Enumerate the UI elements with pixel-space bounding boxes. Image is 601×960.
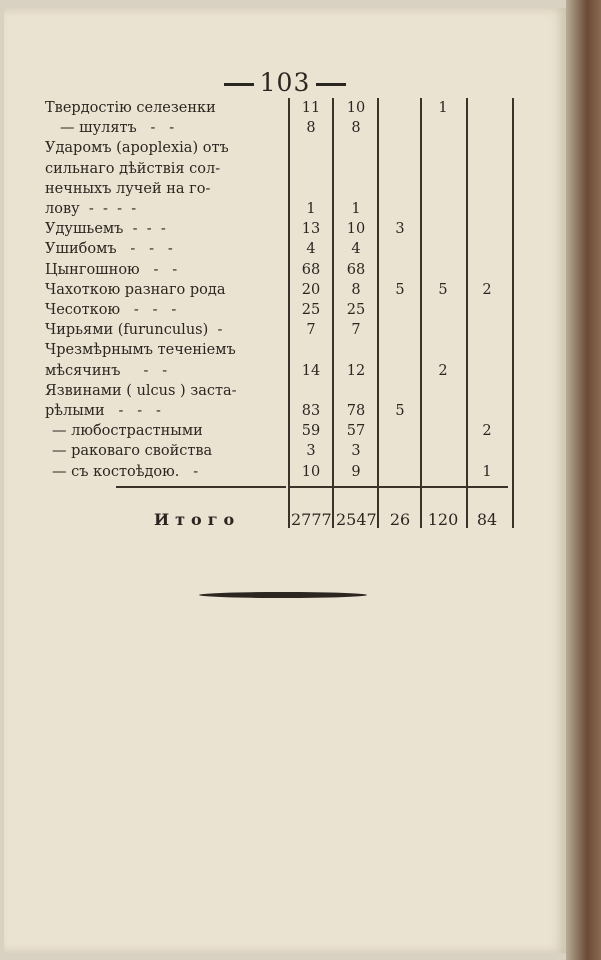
row-cell: 83 bbox=[301, 403, 321, 419]
row-cell: 13 bbox=[301, 221, 321, 238]
row-label: Удушьемъ - - - bbox=[45, 221, 166, 238]
row-label: Чрезмѣрнымъ теченіемъ bbox=[45, 342, 236, 359]
row-cell: 11 bbox=[301, 100, 321, 116]
total-cell: 2547 bbox=[336, 510, 377, 529]
header-dash-left bbox=[224, 83, 254, 86]
row-cell: 1 bbox=[306, 201, 316, 217]
header-dash-right bbox=[316, 83, 346, 86]
row-label: лову - - - - bbox=[45, 201, 137, 217]
total-cell: 2777 bbox=[291, 510, 332, 529]
table-row bbox=[4, 320, 566, 340]
row-label: — любострастными bbox=[52, 423, 203, 440]
row-cell: 10 bbox=[346, 221, 366, 238]
row-cell: 1 bbox=[482, 463, 492, 480]
row-cell: 4 bbox=[351, 241, 361, 258]
row-label: — раковаго свойства bbox=[52, 443, 213, 460]
row-label: — шулятъ - - bbox=[60, 120, 175, 137]
table-row bbox=[4, 239, 566, 259]
row-cell: 68 bbox=[346, 261, 366, 278]
row-label: Ударомъ (apoplexia) отъ bbox=[45, 140, 229, 157]
row-label: Язвинами ( ulcus ) заста- bbox=[45, 382, 237, 399]
table-row bbox=[4, 421, 566, 441]
row-label: Чирьями (furunculus) - bbox=[45, 322, 223, 339]
row-label: Цынгошною - - bbox=[45, 261, 178, 278]
book-spine bbox=[566, 0, 601, 960]
row-cell: 5 bbox=[438, 281, 448, 298]
table-row bbox=[4, 219, 566, 239]
total-label: Итого bbox=[154, 510, 241, 529]
row-label: сильнаго дѣйствія сол- bbox=[45, 160, 221, 177]
table-row bbox=[4, 381, 566, 401]
total-cell: 120 bbox=[427, 510, 459, 529]
table-row bbox=[4, 361, 566, 381]
page-number: 103 bbox=[259, 68, 311, 97]
row-cell: 3 bbox=[306, 443, 316, 460]
row-label: рѣлыми - - - bbox=[45, 403, 161, 419]
total-rule bbox=[290, 486, 508, 488]
row-cell: 25 bbox=[346, 302, 366, 318]
row-cell: 1 bbox=[438, 100, 448, 116]
row-cell: 3 bbox=[351, 443, 361, 460]
row-cell: 2 bbox=[438, 362, 448, 379]
row-cell: 2 bbox=[482, 423, 492, 440]
row-cell: 7 bbox=[351, 322, 361, 339]
row-cell: 57 bbox=[346, 423, 366, 440]
row-cell: 14 bbox=[301, 362, 321, 379]
table-row bbox=[4, 280, 566, 300]
row-cell: 7 bbox=[306, 322, 316, 339]
row-cell: 8 bbox=[351, 120, 361, 137]
row-cell: 8 bbox=[306, 120, 316, 137]
row-label: Твердостію селезенки bbox=[45, 100, 216, 116]
total-row bbox=[4, 508, 566, 532]
row-cell: 8 bbox=[351, 281, 361, 298]
row-label: мѣсячинъ - - bbox=[45, 362, 168, 379]
table-row bbox=[4, 260, 566, 280]
row-cell: 2 bbox=[482, 281, 492, 298]
row-label: Ушибомъ - - - bbox=[45, 241, 173, 258]
table-row bbox=[4, 199, 566, 219]
total-cell: 84 bbox=[476, 510, 498, 529]
row-label: нечныхъ лучей на го- bbox=[45, 180, 211, 197]
row-cell: 10 bbox=[346, 100, 366, 116]
table-row bbox=[4, 300, 566, 320]
row-label: Чесоткою - - - bbox=[45, 302, 177, 318]
total-rule bbox=[116, 486, 286, 488]
table-row bbox=[4, 98, 566, 118]
row-cell: 9 bbox=[351, 463, 361, 480]
row-cell: 1 bbox=[351, 201, 361, 217]
table-row bbox=[4, 118, 566, 138]
table-row bbox=[4, 138, 566, 158]
row-cell: 20 bbox=[301, 281, 321, 298]
row-cell: 5 bbox=[395, 403, 405, 419]
row-label: — съ костоѣдою. - bbox=[52, 463, 199, 480]
table-row bbox=[4, 179, 566, 199]
table-row bbox=[4, 462, 566, 482]
row-cell: 12 bbox=[346, 362, 366, 379]
closing-rule bbox=[199, 592, 367, 598]
row-cell: 59 bbox=[301, 423, 321, 440]
row-cell: 25 bbox=[301, 302, 321, 318]
row-cell: 78 bbox=[346, 403, 366, 419]
table-row bbox=[4, 340, 566, 360]
book-page bbox=[4, 8, 566, 953]
row-cell: 4 bbox=[306, 241, 316, 258]
row-cell: 5 bbox=[395, 281, 405, 298]
row-cell: 3 bbox=[395, 221, 405, 238]
table-row bbox=[4, 401, 566, 421]
row-cell: 68 bbox=[301, 261, 321, 278]
total-cell: 26 bbox=[389, 510, 411, 529]
table-row bbox=[4, 441, 566, 461]
page-header bbox=[4, 68, 566, 97]
table-row bbox=[4, 159, 566, 179]
row-cell: 10 bbox=[301, 463, 321, 480]
row-label: Чахоткою разнаго рода bbox=[45, 281, 226, 298]
